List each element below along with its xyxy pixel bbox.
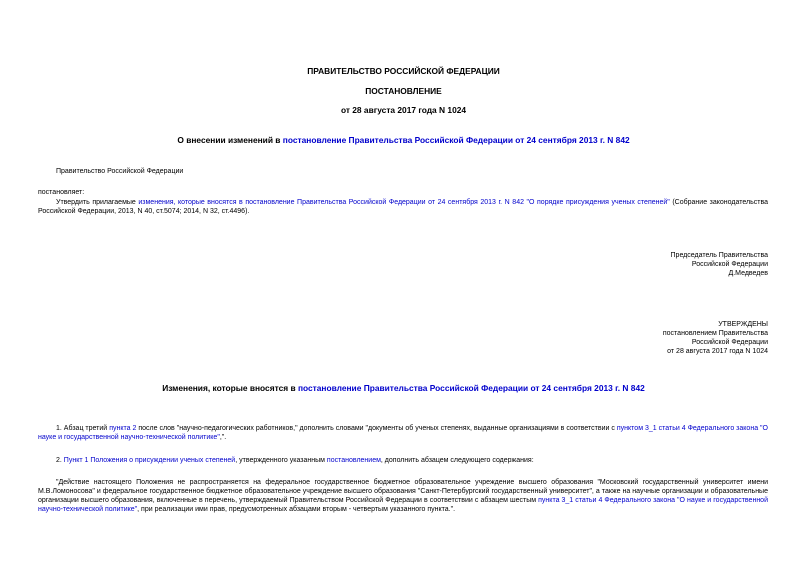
item-2-quote — [38, 478, 768, 514]
document-date: от 28 августа 2017 года N 1024 — [340, 105, 467, 115]
signature-country: Российской Федерации — [691, 261, 768, 268]
item-1-link-a[interactable]: пункта 2 — [109, 425, 137, 432]
preamble-decrees: постановляет: — [38, 189, 85, 196]
government-title: ПРАВИТЕЛЬСТВО РОССИЙСКОЙ ФЕДЕРАЦИИ — [307, 66, 500, 76]
item-2 — [38, 456, 768, 465]
item-2-link-b[interactable]: постановлением — [326, 457, 381, 464]
signature-position: Председатель Правительства — [670, 252, 768, 259]
approve-suffix: (Собрание законодательства Российской Федерации, 2013, N 40, ст.5074; 2014, N 32, ст.4496). — [38, 199, 768, 215]
document-type: ПОСТАНОВЛЕНИЕ — [365, 86, 442, 96]
item-1 — [38, 424, 768, 442]
approved-label: УТВЕРЖДЕНЫ — [718, 321, 768, 328]
approved-block — [500, 320, 768, 356]
changes-title-prefix: Изменения, которые вносятся в — [162, 383, 298, 393]
item-2-link-a[interactable]: Пункт 1 Положения о присуждении ученых степеней — [63, 457, 236, 464]
signature-name: Д.Медведев — [728, 270, 768, 277]
quote-text-b: , при реализации ими прав, предусмотренных абзацами вторым - четвертым указанного пункта.". — [137, 506, 456, 513]
item-2-text-b: , утвержденного указанным — [235, 457, 327, 464]
item-2-text-c: , дополнить абзацем следующего содержания: — [380, 457, 534, 464]
item-1-text-b: после слов "научно-педагогических работников," дополнить словами "документы об ученых степенях, выданные организациями в соответствии с — [136, 425, 617, 432]
item-2-text-a: 2. — [56, 457, 64, 464]
approved-date: от 28 августа 2017 года N 1024 — [667, 348, 768, 355]
changes-link[interactable]: изменения, которые вносятся в постановление Правительства Российской Федерации от 24 сентября 2013 г. N 842 "О порядке присуждения ученых степеней" — [138, 199, 670, 206]
document-subject — [0, 136, 807, 145]
subject-link[interactable]: постановление Правительства Российской Федерации от 24 сентября 2013 г. N 842 — [282, 135, 630, 145]
approve-paragraph — [38, 198, 768, 216]
approved-by: постановлением Правительства — [662, 330, 768, 337]
signature-block — [500, 251, 768, 278]
subject-prefix: О внесении изменений в — [177, 135, 283, 145]
quote-link[interactable]: пункта 3_1 статьи 4 Федерального закона "О науке и государственной научно-технической политике" — [38, 497, 768, 513]
changes-title — [0, 384, 807, 393]
approve-prefix: Утвердить прилагаемые — [56, 199, 139, 206]
item-1-link-b[interactable]: пунктом 3_1 статьи 4 Федерального закона "О науке и государственной научно-технической политике" — [38, 425, 768, 441]
preamble-government: Правительство Российской Федерации — [56, 168, 184, 175]
item-1-text-a: 1. Абзац третий — [56, 425, 110, 432]
changes-title-link[interactable]: постановление Правительства Российской Федерации от 24 сентября 2013 г. N 842 — [297, 383, 645, 393]
approved-country: Российской Федерации — [691, 339, 768, 346]
quote-text-a: "Действие настоящего Положения не распространяется на федеральное государственное бюджетное образовательное учреждение высшего образования "Московский государственный университет имени М.В.Ломоносова" и федеральное государственное бюджетное образовательное учреждение высшего образования "Санкт-Петербургский государственный университет", а также на научные организации и образовательные организации высшего образования, включенные в перечень, утверждаемый Правительством Российской Федерации в соответствии с абзацем шестым — [38, 479, 768, 504]
item-1-text-c: ,". — [219, 434, 227, 441]
